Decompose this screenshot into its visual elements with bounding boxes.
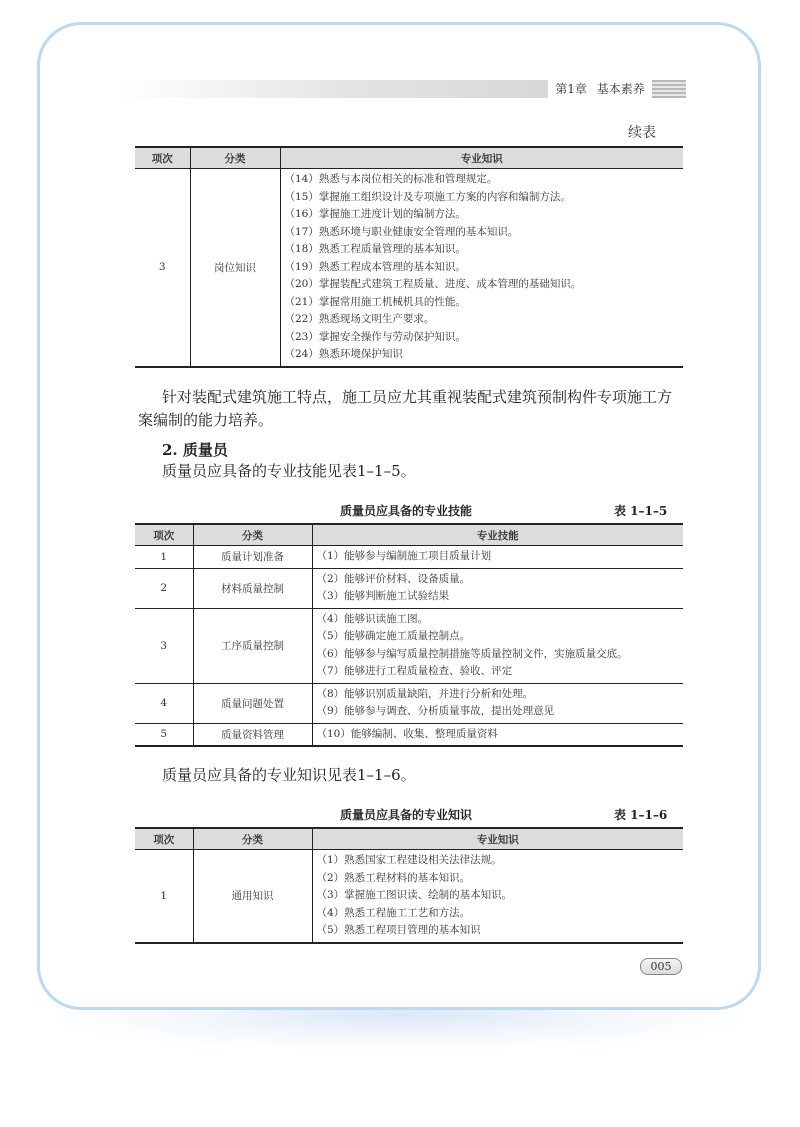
list-item: （16）掌握施工进度计划的编制方法。 [284, 208, 466, 220]
cell-category: 工序质量控制 [193, 608, 312, 683]
continued-label: 续表 [628, 125, 656, 141]
chapter-title: 基本素养 [596, 82, 645, 96]
table-row [135, 546, 683, 569]
table-post-knowledge [135, 146, 683, 368]
table-number-knowledge: 表 1–1–6 [614, 808, 668, 822]
list-item: （22）熟悉现场文明生产要求。 [284, 313, 435, 325]
table-caption-knowledge: 质量员应具备的专业知识 [340, 808, 473, 822]
cell-no: 4 [135, 683, 193, 723]
cell-category: 质量问题处置 [193, 683, 312, 723]
list-item: （4）熟悉工程施工工艺和方法。 [316, 906, 471, 919]
list-item: （21）掌握常用施工机械机具的性能。 [284, 295, 466, 308]
table-row [135, 568, 683, 608]
list-item: （6）能够参与编写质量控制措施等质量控制文件，实施质量交底。 [316, 647, 628, 660]
header-stripes [652, 80, 686, 98]
table-row [135, 169, 683, 367]
section-title-quality-inspector: 2. 质量员 [162, 441, 228, 459]
running-header [548, 80, 652, 98]
list-item: （14）熟悉与本岗位相关的标准和管理规定。 [284, 173, 498, 185]
cell-no: 2 [135, 568, 193, 608]
list-item: （2）熟悉工程材料的基本知识。 [316, 871, 471, 884]
list-item: （5）熟悉工程项目管理的基本知识 [316, 924, 481, 936]
page-number: 005 [640, 958, 682, 975]
list-item: （10）能够编制、收集、整理质量资料 [316, 727, 498, 740]
cell-no: 1 [135, 850, 193, 943]
list-item: （1）熟悉国家工程建设相关法律法规。 [316, 854, 502, 866]
cell-no: 5 [135, 723, 193, 746]
cell-items [280, 169, 683, 367]
list-item: （2）能够评价材料、设备质量。 [316, 572, 471, 585]
list-item: （24）熟悉环境保护知识 [284, 348, 403, 360]
list-item: （7）能够进行工程质量检查、验收、评定 [316, 665, 513, 677]
list-item: （15）掌握施工组织设计及专项施工方案的内容和编制方法。 [284, 190, 571, 203]
col-header-no: 项次 [135, 524, 193, 546]
col-header-category: 分类 [193, 828, 312, 850]
table-quality-skills [135, 523, 683, 747]
table-row [135, 608, 683, 683]
cell-no: 3 [135, 169, 190, 367]
col-header-skills: 专业技能 [312, 524, 683, 546]
table-quality-knowledge [135, 827, 683, 944]
col-header-knowledge: 专业知识 [312, 828, 683, 850]
cell-items [312, 723, 683, 746]
col-header-category: 分类 [190, 147, 280, 169]
col-header-category: 分类 [193, 524, 312, 546]
paragraph-knowledge-ref: 质量员应具备的专业知识见表1–1–6。 [162, 766, 416, 784]
list-item: （8）能够识别质量缺陷，并进行分析和处理。 [316, 687, 534, 700]
col-header-no: 项次 [135, 147, 190, 169]
cell-items [312, 568, 683, 608]
list-item: （4）能够识读施工图。 [316, 612, 429, 625]
cell-category: 质量资料管理 [193, 723, 312, 746]
list-item: （17）熟悉环境与职业健康安全管理的基本知识。 [284, 225, 519, 238]
list-item: （1）能够参与编制施工项目质量计划 [316, 550, 492, 562]
col-header-knowledge: 专业知识 [280, 147, 683, 169]
cell-items [312, 608, 683, 683]
paragraph-skills-ref: 质量员应具备的专业技能见表1–1–5。 [162, 462, 416, 480]
cell-items [312, 683, 683, 723]
cell-items [312, 850, 683, 943]
list-item: （23）掌握安全操作与劳动保护知识。 [284, 330, 466, 343]
cell-category: 质量计划准备 [193, 546, 312, 569]
list-item: （18）熟悉工程质量管理的基本知识。 [284, 243, 466, 255]
table-row [135, 683, 683, 723]
cell-no: 3 [135, 608, 193, 683]
cell-items [312, 546, 683, 569]
list-item: （5）能够确定施工质量控制点。 [316, 630, 471, 642]
cell-category: 材料质量控制 [193, 568, 312, 608]
list-item: （19）熟悉工程成本管理的基本知识。 [284, 260, 466, 273]
table-number-skills: 表 1–1–5 [614, 504, 668, 518]
cell-no: 1 [135, 546, 193, 569]
list-item: （20）掌握装配式建筑工程质量、进度、成本管理的基础知识。 [284, 278, 582, 290]
list-item: （3）掌握施工图识读、绘制的基本知识。 [316, 889, 513, 901]
cell-category: 岗位知识 [190, 169, 280, 367]
col-header-no: 项次 [135, 828, 193, 850]
chapter-label: 第1章 [555, 82, 587, 96]
list-item: （3）能够判断施工试验结果 [316, 590, 450, 602]
table-row [135, 850, 683, 943]
table-row [135, 723, 683, 746]
paragraph-construction-worker: 针对装配式建筑施工特点，施工员应尤其重视装配式建筑预制构件专项施工方案编制的能力培养。 [138, 388, 673, 429]
list-item: （9）能够参与调查、分析质量事故，提出处理意见 [316, 705, 555, 717]
cell-category: 通用知识 [193, 850, 312, 943]
table-caption-skills: 质量员应具备的专业技能 [340, 504, 473, 518]
